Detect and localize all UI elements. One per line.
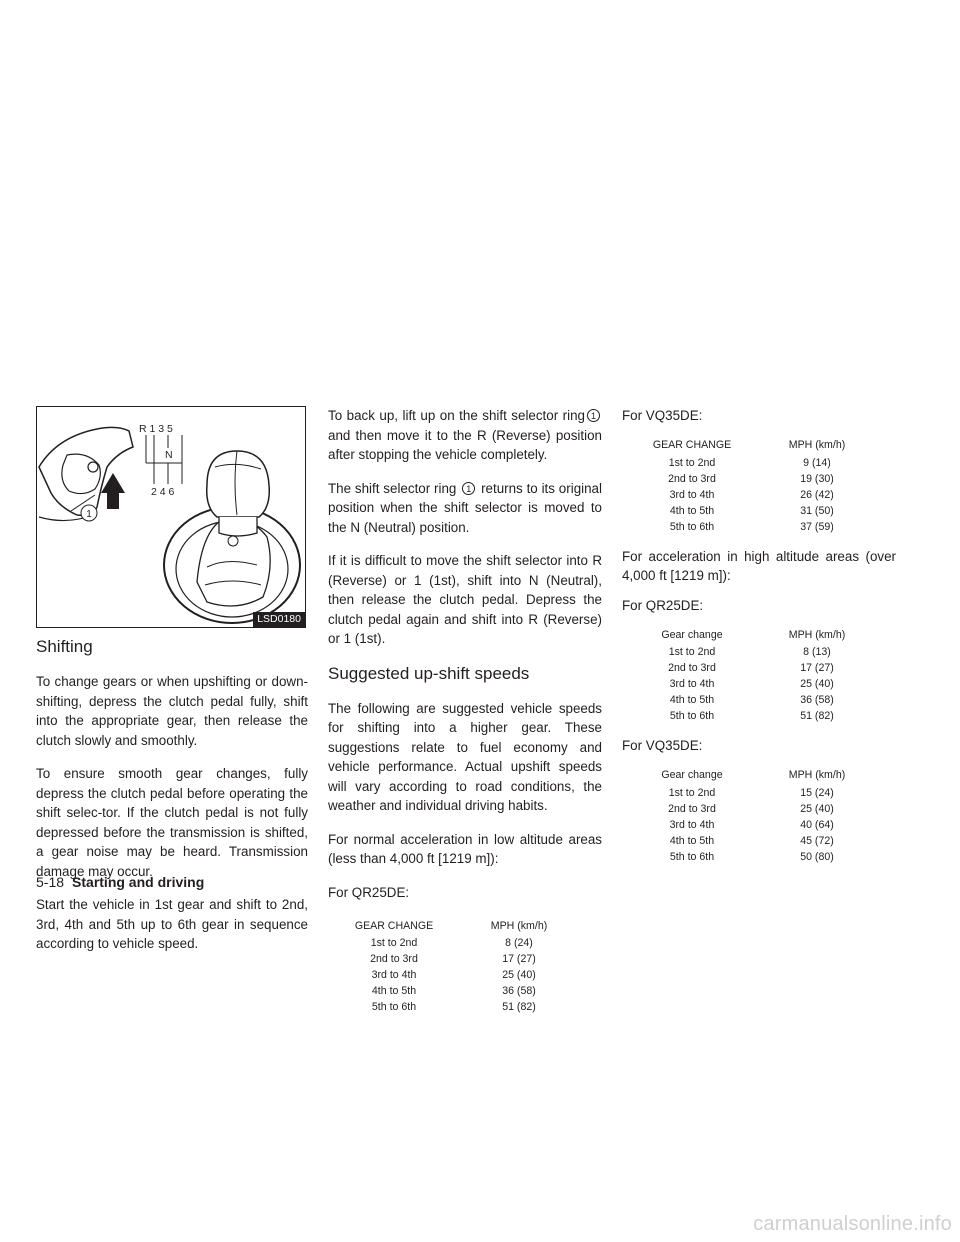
gear-neutral-label: N [165, 449, 173, 461]
speed-cell: 25 (40) [800, 802, 834, 815]
figure-code-label: LSD0180 [253, 612, 305, 627]
table-header-mph: MPH (km/h) [788, 439, 846, 451]
low-vq-label: For VQ35DE: [622, 408, 703, 423]
gear-cell: 4th to 5th [371, 985, 417, 997]
gear-cell: 4th to 5th [669, 504, 715, 517]
table-row [622, 833, 872, 849]
shifting-paragraph-2: To ensure smooth gear changes, fully depress the clutch pedal before operating the shift selec-tor. If the clutch pedal is not fully depressed before the transmission is shifted, a gear noise may be heard. Transmission damage may occur. [36, 766, 308, 879]
gear-pattern-lines [146, 435, 182, 484]
gear-cell: 3rd to 4th [669, 678, 715, 690]
speed-cell: 26 (42) [800, 488, 834, 501]
high-vq-label: For VQ35DE: [622, 738, 703, 753]
column-right [622, 406, 896, 877]
section-title: Starting and driving [72, 874, 205, 890]
table-row [622, 708, 872, 724]
gear-cell: 1st to 2nd [370, 937, 418, 949]
table-row [622, 644, 872, 660]
shift-knob-illustration [37, 407, 305, 627]
gear-cell: 1st to 2nd [668, 646, 716, 658]
table-row [622, 785, 872, 801]
table-header-row [622, 436, 872, 455]
reverse-paragraph-1 [328, 406, 602, 465]
gear-cell: 1st to 2nd [668, 786, 716, 799]
speed-cell: 25 (40) [502, 969, 536, 981]
table-row [622, 849, 872, 865]
shift-knob-figure [36, 406, 306, 628]
shifting-paragraph-3: Start the vehicle in 1st gear and shift to 2nd, 3rd, 4th and 5th up to 6th gear in sequence according to vehicle speed. [36, 897, 308, 951]
upshift-paragraph-2: For normal acceleration in low altitude areas (less than 4,000 ft [1219 m]): [328, 831, 602, 866]
gear-top-labels: R 1 3 5 [139, 423, 173, 435]
table-header-mph: MPH (km/h) [788, 628, 846, 641]
table-header-gear: GEAR CHANGE [652, 439, 732, 451]
speed-cell: 8 (13) [803, 646, 831, 658]
speed-cell: 19 (30) [800, 472, 834, 485]
table-header-mph: MPH (km/h) [490, 919, 548, 932]
speed-cell: 15 (24) [800, 786, 834, 799]
reverse-p2-end: returns to its original position when the shift selector is moved to the N (Neutral) position. [328, 480, 602, 535]
speed-table-low-vq35de [622, 436, 872, 535]
speed-table-high-vq35de [622, 766, 872, 865]
speed-cell: 36 (58) [502, 985, 536, 997]
table-row [622, 692, 872, 708]
watermark: carmanualsonline.info [753, 1213, 952, 1235]
gear-cell: 2nd to 3rd [668, 472, 716, 485]
gear-bottom-labels: 2 4 6 [151, 486, 175, 498]
table-header-gear: Gear change [661, 628, 723, 641]
speed-cell: 36 (58) [800, 694, 834, 706]
gear-cell: 2nd to 3rd [370, 953, 418, 965]
table-row [622, 519, 872, 535]
reverse-p2-start: The shift selector ring [328, 480, 457, 496]
table-row [622, 503, 872, 519]
gear-cell: 2nd to 3rd [668, 662, 716, 674]
speed-table-low-qr25de [324, 916, 574, 1015]
high-altitude-paragraph: For acceleration in high altitude areas (over 4,000 ft [1219 m]): [622, 548, 896, 583]
speed-table-high-qr25de [622, 625, 872, 724]
table-row [324, 935, 574, 951]
speed-cell: 45 (72) [800, 834, 834, 847]
gear-cell: 1st to 2nd [668, 456, 716, 469]
speed-cell: 17 (27) [800, 662, 834, 674]
speed-cell: 51 (82) [800, 710, 834, 722]
speed-cell: 51 (82) [502, 1001, 536, 1013]
gear-cell: 4th to 5th [669, 694, 715, 706]
reverse-p1-start: To back up, lift up on the shift selector ring [328, 408, 585, 423]
gear-cell: 3rd to 4th [371, 969, 417, 981]
gear-cell: 5th to 6th [669, 850, 715, 863]
speed-cell: 9 (14) [803, 456, 831, 469]
reverse-paragraph-2 [328, 479, 602, 538]
gear-cell: 3rd to 4th [669, 818, 715, 831]
table-row [622, 455, 872, 471]
gear-cell: 5th to 6th [669, 520, 715, 533]
table-row [622, 817, 872, 833]
table-row [324, 983, 574, 999]
gear-cell: 5th to 6th [669, 710, 715, 722]
page-number: 5-18 [36, 874, 65, 890]
table-header-row [622, 766, 872, 785]
gear-cell: 2nd to 3rd [668, 802, 716, 815]
table-header-gear: Gear change [661, 769, 723, 781]
shifting-paragraph-1: To change gears or when upshifting or down-shifting, depress the clutch pedal fully, shift into the appropriate gear, then release the clutch slowly and smoothly. [36, 674, 308, 748]
table-row [622, 660, 872, 676]
callout-1-icon: 1 [587, 409, 600, 422]
table-row [324, 967, 574, 983]
shifting-heading: Shifting [36, 637, 93, 656]
table-row [622, 471, 872, 487]
low-qr-label: For QR25DE: [328, 884, 410, 900]
gear-cell: 4th to 5th [669, 834, 715, 847]
speed-cell: 50 (80) [800, 850, 834, 863]
speed-cell: 25 (40) [800, 678, 834, 690]
table-header-gear: GEAR CHANGE [354, 919, 434, 932]
gear-cell: 3rd to 4th [669, 488, 715, 501]
table-header-row [622, 625, 872, 644]
speed-cell: 40 (64) [800, 818, 834, 831]
speed-cell: 17 (27) [502, 953, 536, 965]
column-middle [328, 406, 602, 1027]
figure-callout: 1 [86, 509, 92, 520]
speed-cell: 37 (59) [800, 520, 834, 533]
table-row [622, 801, 872, 817]
high-qr-label: For QR25DE: [622, 597, 704, 613]
speed-cell: 8 (24) [505, 937, 533, 949]
upshift-heading: Suggested up-shift speeds [328, 663, 530, 683]
speed-cell: 31 (50) [800, 504, 834, 517]
table-row [622, 676, 872, 692]
table-header-mph: MPH (km/h) [788, 769, 846, 781]
page-footer [36, 874, 204, 890]
reverse-p1-end: and then move it to the R (Reverse) position after stopping the vehicle completely. [328, 427, 602, 462]
upshift-paragraph-1: The following are suggested vehicle speeds for shifting into a higher gear. These suggestions relate to fuel economy and vehicle performance. Actual upshift speeds will vary according to road conditions, the weather and individual driving habits. [328, 700, 602, 813]
table-header-row [324, 916, 574, 935]
table-row [324, 951, 574, 967]
gear-cell: 5th to 6th [371, 1001, 417, 1013]
table-row [324, 999, 574, 1015]
table-row [622, 487, 872, 503]
callout-1-icon: 1 [462, 482, 475, 495]
reverse-paragraph-3: If it is difficult to move the shift selector into R (Reverse) or 1 (1st), shift into N (Neutral), then release the clutch pedal. Depress the clutch pedal again and shift into R (Reverse) or 1 (1st). [328, 553, 602, 646]
